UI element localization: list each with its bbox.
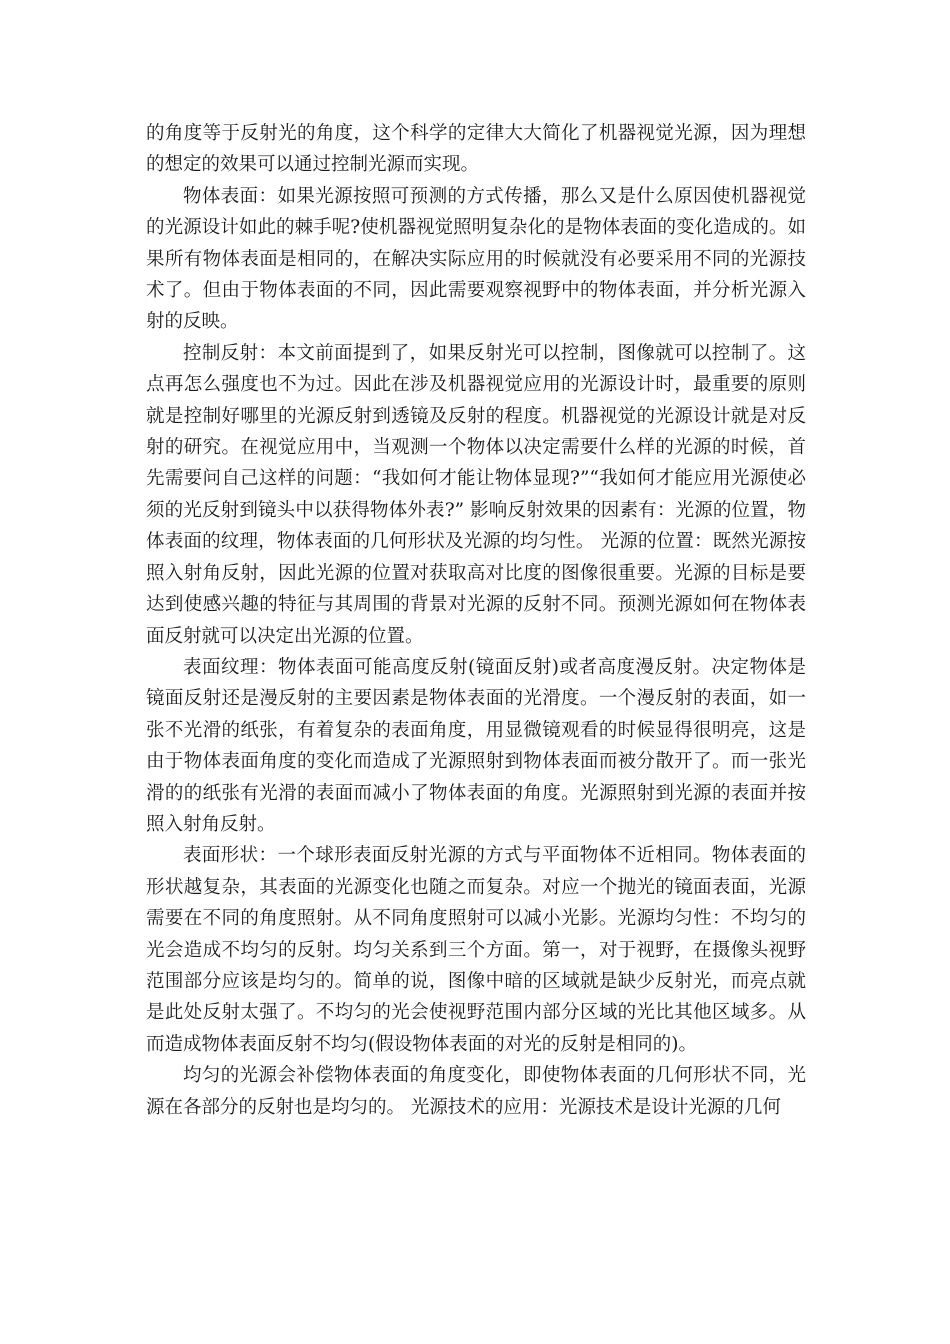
document-page bbox=[146, 118, 806, 1123]
paragraph-uniform-light: 均匀的光源会补偿物体表面的角度变化，即使物体表面的几何形状不同，光源在各部分的反射也是均匀的。 光源技术的应用：光源技术是设计光源的几何 bbox=[146, 1065, 806, 1118]
paragraph-surface-texture: 表面纹理：物体表面可能高度反射(镜面反射)或者高度漫反射。决定物体是镜面反射还是漫反射的主要因素是物体表面的光滑度。一个漫反射的表面，如一张不光滑的纸张，有着复杂的表面角度，用显微镜观看的时候显得很明亮，这是由于物体表面角度的变化而造成了光源照射到物体表面而被分散开了。而一张光滑的的纸张有光滑的表面而减小了物体表面的角度。光源照射到光源的表面并按照入射角反射。 bbox=[146, 656, 806, 835]
paragraph-control-reflection: 控制反射：本文前面提到了，如果反射光可以控制，图像就可以控制了。这点再怎么强度也不为过。因此在涉及机器视觉应用的光源设计时，最重要的原则就是控制好哪里的光源反射到透镜及反射的程度。机器视觉的光源设计就是对反射的研究。在视觉应用中，当观测一个物体以决定需要什么样的光源的时候，首先需要问自己这样的问题：“我如何才能让物体显现?”“我如何才能应用光源使必须的光反射到镜头中以获得物体外表?” 影响反射效果的因素有：光源的位置，物体表面的纹理，物体表面的几何形状及光源的均匀性。 光源的位置：既然光源按照入射角反射，因此光源的位置对获取高对比度的图像很重要。光源的目标是要达到使感兴趣的特征与其周围的背景对光源的反射不同。预测光源如何在物体表面反射就可以决定出光源的位置。 bbox=[146, 342, 806, 647]
paragraph-continuation: 的角度等于反射光的角度，这个科学的定律大大简化了机器视觉光源，因为理想的想定的效果可以通过控制光源而实现。 bbox=[146, 123, 806, 176]
paragraph-surface-shape: 表面形状：一个球形表面反射光源的方式与平面物体不近相同。物体表面的形状越复杂，其表面的光源变化也随之而复杂。对应一个抛光的镜面表面，光源需要在不同的角度照射。从不同角度照射可以减小光影。光源均匀性：不均匀的光会造成不均匀的反射。均匀关系到三个方面。第一，对于视野，在摄像头视野范围部分应该是均匀的。简单的说，图像中暗的区域就是缺少反射光，而亮点就是此处反射太强了。不均匀的光会使视野范围内部分区域的光比其他区域多。从而造成物体表面反射不均匀(假设物体表面的对光的反射是相同的)。 bbox=[146, 845, 806, 1055]
paragraph-object-surface: 物体表面：如果光源按照可预测的方式传播，那么又是什么原因使机器视觉的光源设计如此的棘手呢?使机器视觉照明复杂化的是物体表面的变化造成的。如果所有物体表面是相同的，在解决实际应用的时候就没有必要采用不同的光源技术了。但由于物体表面的不同，因此需要观察视野中的物体表面，并分析光源入射的反映。 bbox=[146, 185, 806, 333]
